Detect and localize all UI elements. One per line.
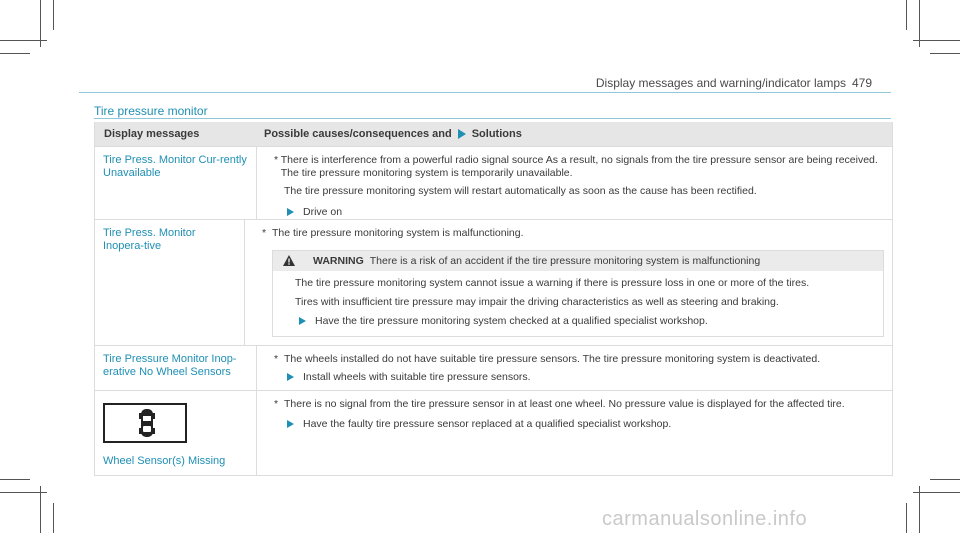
car-tire-icon: [139, 408, 155, 438]
crop-mark: [0, 479, 30, 480]
action-item: [295, 315, 873, 328]
cause-text-wrap: [274, 398, 884, 411]
cause-text: There is interference from a powerful radio signal source As a result, no signals from the tire pressure sensor are being received. The tire pressure monitoring system is temporarily unavailable.: [280, 154, 878, 179]
cause-text: The wheels installed do not have suitable tire pressure sensors. The tire pressure monitoring system is deactivated.: [284, 352, 821, 365]
table-row: [95, 345, 892, 390]
crop-mark: [930, 479, 960, 480]
footnote-star: *: [274, 352, 279, 365]
table-row: [95, 146, 892, 219]
car-tire-icon-frame: [103, 403, 187, 443]
display-message: Tire Press. Monitor Cur-rently Unavailable: [95, 147, 257, 219]
crop-mark: [906, 0, 907, 30]
cause-cell: [257, 346, 892, 390]
crop-mark: [913, 40, 960, 41]
warning-header: [273, 251, 883, 272]
crop-mark: [53, 503, 54, 533]
warning-label: WARNING: [313, 254, 364, 267]
cause-cell: [257, 147, 892, 219]
display-message: Wheel Sensor(s) Missing: [103, 454, 226, 467]
running-header: Display messages and warning/indicator lamps: [595, 76, 846, 90]
table-row: [95, 390, 892, 475]
cause-text-wrap: [274, 353, 884, 366]
action-item: [274, 371, 884, 384]
crop-mark: [913, 492, 960, 493]
action-item: [274, 206, 884, 219]
crop-mark: [53, 0, 54, 30]
arrow-right-icon: [287, 420, 294, 428]
cause-cell: [245, 220, 892, 345]
column-header-solutions-label: Solutions: [471, 128, 522, 140]
table-header: [95, 122, 892, 146]
arrow-right-icon: [287, 208, 294, 216]
messages-table: [94, 122, 893, 476]
cause-cell: [257, 391, 892, 475]
footnote-star: *: [274, 397, 279, 410]
arrow-right-icon: [287, 373, 294, 381]
action-text: Drive on: [303, 205, 343, 218]
warning-body: [273, 271, 883, 336]
cause-text: The tire pressure monitoring system is malfunctioning.: [272, 227, 524, 239]
footnote-star: *: [262, 227, 267, 239]
display-message: Tire Pressure Monitor Inop-erative No Wheel Sensors: [95, 346, 257, 390]
column-header-messages: Display messages: [104, 128, 200, 140]
arrow-right-icon: [299, 317, 306, 325]
page-number: 479: [852, 76, 873, 90]
watermark: carmanualsonline.info: [602, 508, 808, 530]
action-text: Install wheels with suitable tire pressure sensors.: [303, 371, 531, 383]
column-header-causes: [257, 122, 892, 146]
crop-mark: [0, 40, 47, 41]
section-underline: [94, 118, 891, 119]
action-item: [274, 418, 884, 431]
warning-text: There is a risk of an accident if the tire pressure monitoring system is malfunctioning: [369, 254, 761, 267]
note-text: The tire pressure monitoring system will restart automatically as soon as the cause has been rectified.: [284, 185, 757, 197]
section-title: Tire pressure monitor: [94, 104, 208, 118]
warning-triangle-icon: [283, 255, 295, 266]
cause-text-wrap: [274, 154, 884, 179]
display-message: Tire Press. Monitor Inopera-tive: [95, 220, 245, 345]
table-row: [95, 219, 892, 345]
cause-text: There is no signal from the tire pressure sensor in at least one wheel. No pressure value is displayed for the affected tire.: [284, 397, 845, 410]
footnote-star: *: [274, 154, 279, 166]
warning-paragraph: The tire pressure monitoring system cannot issue a warning if there is pressure loss in one or more of the tires.: [295, 277, 810, 289]
header-rule: [79, 92, 891, 93]
warning-paragraph: Tires with insufficient tire pressure may impair the driving characteristics as well as steering and braking.: [295, 295, 779, 308]
crop-mark: [906, 503, 907, 533]
display-message-cell: [95, 391, 257, 475]
crop-mark: [0, 53, 30, 54]
action-text: Have the tire pressure monitoring system checked at a qualified specialist workshop.: [315, 315, 708, 327]
action-text: Have the faulty tire pressure sensor replaced at a qualified specialist workshop.: [303, 418, 672, 430]
crop-mark: [0, 492, 47, 493]
crop-mark: [919, 486, 920, 533]
cause-text-wrap: [262, 227, 884, 240]
column-header-causes-label: Possible causes/consequences and: [264, 128, 452, 140]
crop-mark: [930, 53, 960, 54]
warning-box: [272, 250, 884, 337]
arrow-right-icon: [458, 129, 466, 139]
crop-mark: [40, 486, 41, 533]
